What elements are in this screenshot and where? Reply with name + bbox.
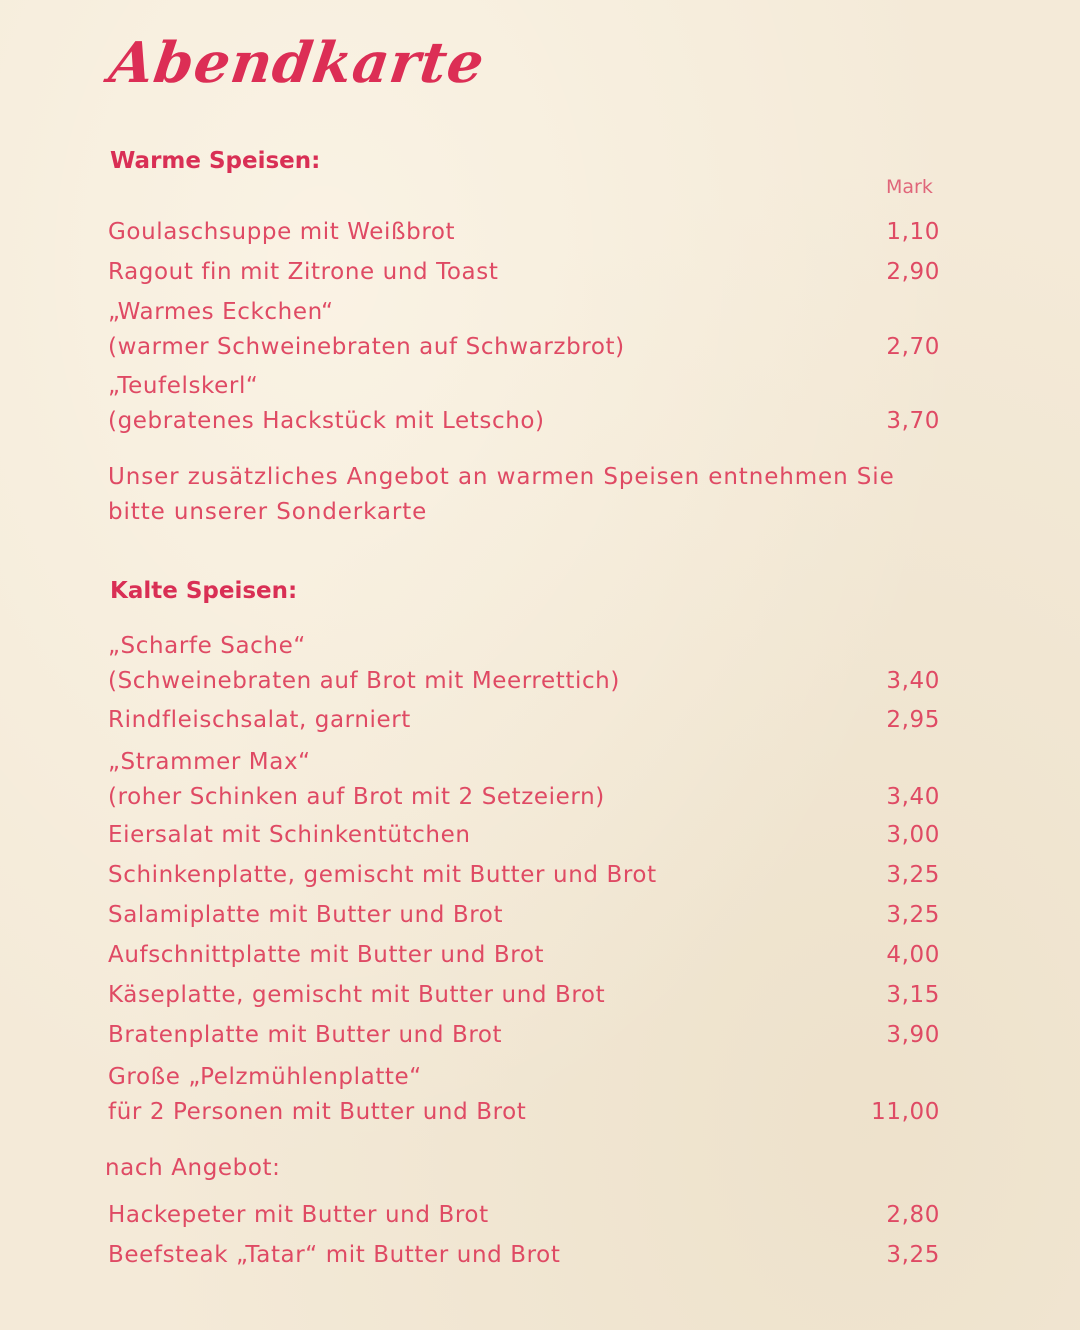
item-name: Rindfleischsalat, garniert (108, 707, 411, 733)
item-name: „Warmes Eckchen“ (108, 299, 334, 325)
note-line: bitte unserer Sonderkarte (108, 498, 428, 525)
item-price: 4,00 (886, 942, 940, 968)
item-price: 2,80 (886, 1202, 940, 1228)
special-menu-note (108, 460, 948, 529)
cold-dishes-heading: Kalte Speisen: (110, 578, 298, 604)
item-price: 3,00 (886, 822, 940, 848)
item-price: 2,95 (886, 707, 940, 733)
item-price: 3,70 (886, 407, 940, 434)
item-name: Beefsteak „Tatar“ mit Butter und Brot (108, 1242, 561, 1268)
menu-item (108, 218, 940, 247)
item-name: Hackepeter mit Butter und Brot (108, 1202, 489, 1228)
menu-item (108, 1021, 940, 1050)
item-price: 3,25 (886, 862, 940, 888)
menu-item (108, 941, 940, 970)
menu-item (108, 1241, 940, 1270)
item-name: Salamiplatte mit Butter und Brot (108, 902, 504, 928)
currency-label: Mark (886, 176, 933, 198)
menu-item (108, 258, 940, 287)
warm-dishes-heading: Warme Speisen: (110, 148, 321, 174)
item-name: „Scharfe Sache“ (108, 633, 306, 659)
item-price: 3,25 (886, 902, 940, 928)
item-name: Schinkenplatte, gemischt mit Butter und Brot (108, 862, 657, 888)
menu-item (108, 298, 940, 362)
item-name: Goulaschsuppe mit Weißbrot (108, 219, 456, 245)
item-name: Käseplatte, gemischt mit Butter und Brot (108, 982, 606, 1008)
item-description: (warmer Schweinebraten auf Schwarzbrot) (108, 333, 625, 360)
item-price: 1,10 (886, 219, 940, 245)
item-name: Eiersalat mit Schinkentütchen (108, 822, 471, 848)
item-price: 3,15 (886, 982, 940, 1008)
menu-item (108, 706, 940, 735)
item-price: 2,70 (886, 333, 940, 360)
item-price: 3,90 (886, 1022, 940, 1048)
menu-item (108, 821, 940, 850)
menu-item (108, 901, 940, 930)
menu-item (108, 861, 940, 890)
item-price: 3,25 (886, 1242, 940, 1268)
item-name: Große „Pelzmühlenplatte“ (108, 1064, 422, 1090)
menu-item (108, 1201, 940, 1230)
item-name: „Strammer Max“ (108, 749, 311, 775)
item-price: 2,90 (886, 259, 940, 285)
item-price: 3,40 (886, 667, 940, 694)
item-name: Bratenplatte mit Butter und Brot (108, 1022, 503, 1048)
item-description: für 2 Personen mit Butter und Brot (108, 1098, 527, 1125)
menu-item (108, 1063, 940, 1127)
item-name: „Teufelskerl“ (108, 373, 259, 399)
on-request-heading: nach Angebot: (105, 1155, 281, 1181)
item-price: 11,00 (871, 1098, 940, 1125)
note-line: Unser zusätzliches Angebot an warmen Speisen entnehmen Sie (108, 464, 895, 490)
menu-item (108, 981, 940, 1010)
item-name: Ragout fin mit Zitrone und Toast (108, 259, 499, 285)
menu-item (108, 372, 940, 436)
menu-item (108, 748, 940, 812)
item-description: (Schweinebraten auf Brot mit Meerrettich) (108, 667, 620, 694)
item-description: (roher Schinken auf Brot mit 2 Setzeiern) (108, 783, 605, 810)
menu-title: Abendkarte (105, 30, 489, 96)
menu-item (108, 632, 940, 696)
item-description: (gebratenes Hackstück mit Letscho) (108, 407, 545, 434)
item-price: 3,40 (886, 783, 940, 810)
item-name: Aufschnittplatte mit Butter und Brot (108, 942, 545, 968)
